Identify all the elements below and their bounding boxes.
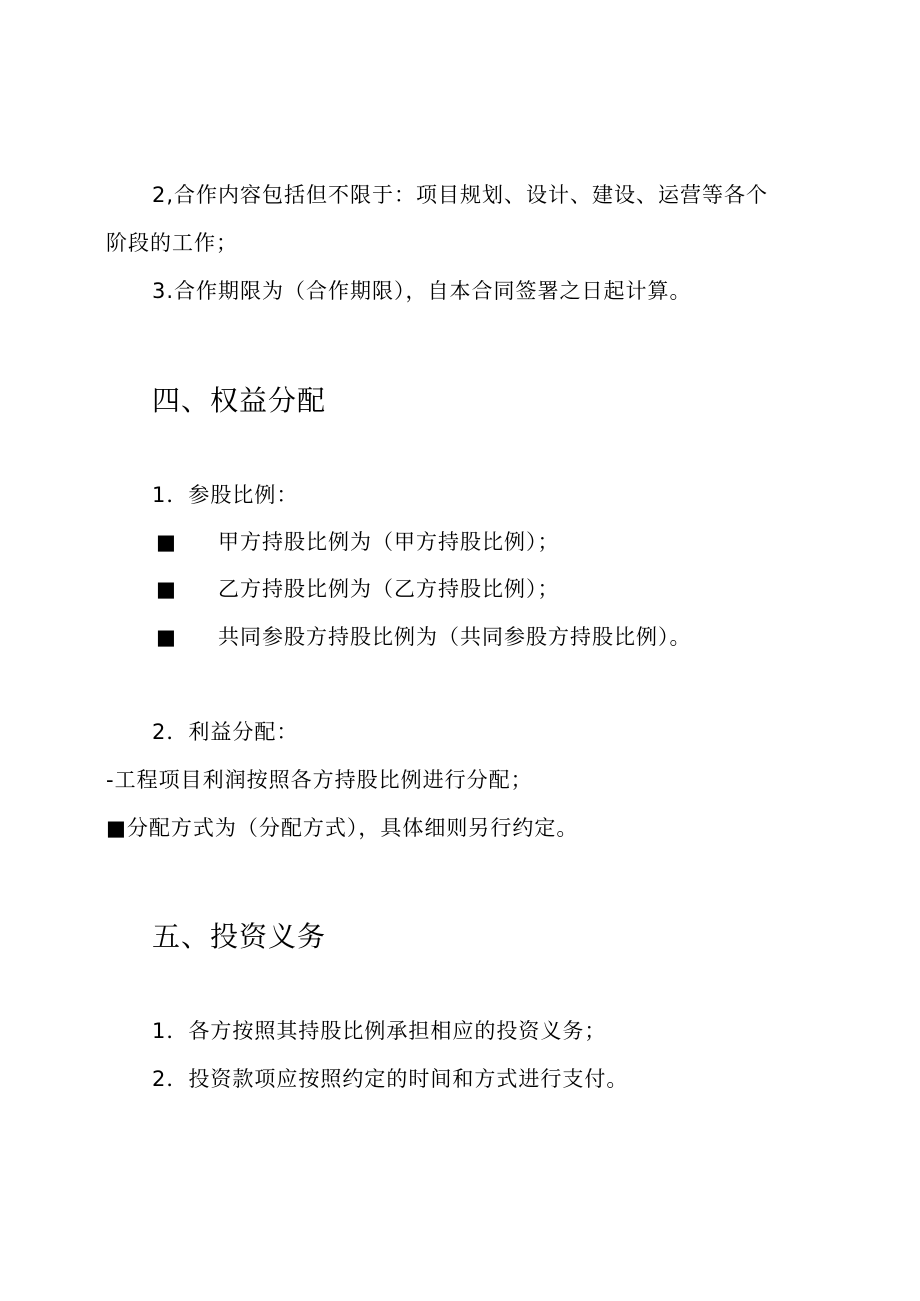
shareholding-ratio-title: 1．参股比例： [152, 483, 299, 507]
shareholding-party-a-text: 甲方持股比例为（甲方持股比例）； [218, 530, 560, 554]
investment-obligation-item2: 2．投资款项应按照约定的时间和方式进行支付。 [152, 1067, 629, 1091]
section-heading-investment-obligations: 五、投资义务 [152, 920, 327, 953]
investment-obligation-item1: 1．各方按照其持股比例承担相应的投资义务； [152, 1019, 607, 1043]
section-heading-equity-distribution: 四、权益分配 [152, 384, 327, 417]
shareholding-party-b [156, 574, 560, 604]
shareholding-party-a [156, 527, 560, 557]
square-bullet-icon: ■ [156, 530, 177, 554]
shareholding-party-b-text: 乙方持股比例为（乙方持股比例）； [218, 577, 560, 601]
shareholding-co-investor [156, 622, 692, 652]
profit-distribution-title: 2．利益分配： [152, 720, 299, 744]
square-bullet-icon: ■ [156, 577, 177, 601]
cooperation-content-line1: 2,合作内容包括但不限于：项目规划、设计、建设、运营等各个 [152, 183, 769, 207]
profit-distribution-rule: -工程项目利润按照各方持股比例进行分配； [106, 768, 533, 792]
cooperation-content-line2: 阶段的工作； [106, 231, 238, 255]
cooperation-term: 3.合作期限为（合作期限），自本合同签署之日起计算。 [152, 279, 692, 303]
profit-distribution-method: ■分配方式为（分配方式），具体细则另行约定。 [106, 816, 579, 840]
shareholding-co-investor-text: 共同参股方持股比例为（共同参股方持股比例）。 [218, 625, 692, 649]
square-bullet-icon: ■ [156, 625, 177, 649]
